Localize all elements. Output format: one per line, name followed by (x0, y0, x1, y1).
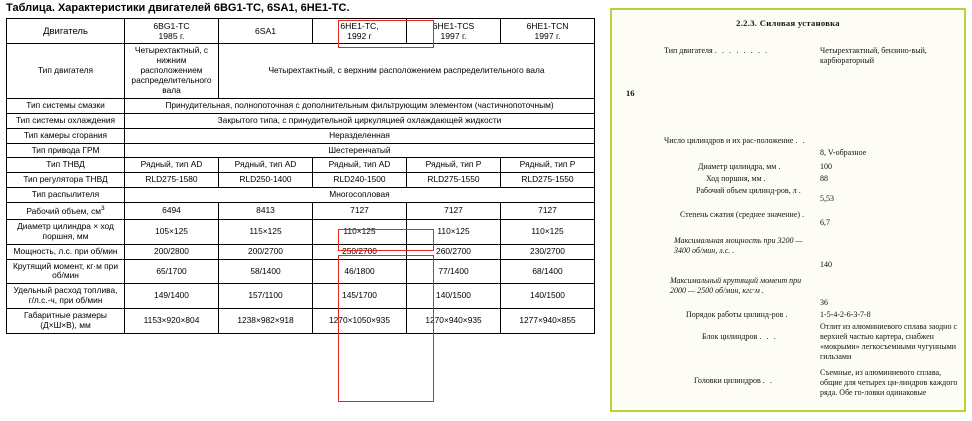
row-0-cell-1: Четырехтактный, с верхним расположением распределительного вала (219, 44, 595, 99)
table-row (7, 259, 595, 284)
table-row (7, 113, 595, 128)
table-row (7, 219, 595, 244)
row-9-cell-4: 110×125 (501, 219, 595, 244)
row-13-cell-3: 1270×940×935 (407, 309, 501, 334)
scan-entry-8-label: Порядок работы цилинд-ров . (686, 310, 790, 319)
column-header-0-name: 6BG1-TC (153, 21, 190, 31)
row-label-13: Габаритные размеры (Д×Ш×В), мм (7, 309, 125, 334)
row-label-2: Тип системы охлаждения (7, 113, 125, 128)
column-header-2 (313, 19, 407, 44)
scan-entry-1-label: Число цилиндров и их рас-положение . . (664, 136, 807, 145)
leader-dots: . . (762, 376, 774, 385)
scan-entry-4-value: 5,53 (820, 194, 834, 203)
row-11-cell-0: 65/1700 (125, 259, 219, 284)
row-label-6: Тип регулятора ТНВД (7, 173, 125, 188)
table-title: Таблица. Характеристики двигателей 6BG1-TC, 6SA1, 6HE1-TC. (6, 2, 350, 14)
row-8-cell-1: 8413 (219, 203, 313, 220)
scan-entry-2-value: 100 (820, 162, 832, 171)
row-9-cell-2: 110×125 (313, 219, 407, 244)
scan-entry-4-label: Рабочий объем цилинд-ров, л . (696, 186, 803, 195)
row-9-cell-3: 110×125 (407, 219, 501, 244)
scan-entry-3-label: Ход поршня, мм . (706, 174, 768, 183)
scan-entry-9-value: Отлит из алюминиевого сплава заодно с верхней частью картера, снабжен «мокрыми» легкосъемными чугунными гильзами (820, 322, 958, 361)
row-13-cell-2: 1270×1050×935 (313, 309, 407, 334)
table-row (7, 128, 595, 143)
table-row (7, 143, 595, 158)
engine-spec-table (6, 18, 595, 334)
scan-entry-5-value: 6,7 (820, 218, 830, 227)
row-3-cell-0: Неразделенная (125, 128, 595, 143)
column-header-4-name: 6HE1-TCN (526, 21, 569, 31)
column-header-0-year: 1985 г. (158, 31, 185, 42)
row-12-cell-1: 157/1100 (219, 284, 313, 309)
table-header-row (7, 19, 595, 44)
leader-dots: . (763, 174, 768, 183)
row-label-7: Тип распылителя (7, 188, 125, 203)
leader-dots: . (761, 286, 766, 295)
table-row (7, 173, 595, 188)
leader-dots: . . . . . . . . (714, 46, 769, 55)
row-10-cell-4: 230/2700 (501, 244, 595, 259)
leader-dots: . (802, 210, 806, 219)
row-12-cell-4: 140/1500 (501, 284, 595, 309)
table-row (7, 158, 595, 173)
column-header-0 (125, 19, 219, 44)
table-row (7, 203, 595, 220)
row-10-cell-0: 200/2800 (125, 244, 219, 259)
row-5-cell-1: Рядный, тип AD (219, 158, 313, 173)
column-header-4-year: 1997 г. (534, 31, 561, 42)
table-row-header-label: Двигатель (7, 19, 125, 44)
scan-entry-2-label: Диаметр цилиндра, мм . (698, 162, 782, 171)
row-label-5: Тип ТНВД (7, 158, 125, 173)
row-label-1: Тип системы смазки (7, 98, 125, 113)
row-11-cell-2: 46/1800 (313, 259, 407, 284)
row-5-cell-3: Рядный, тип P (407, 158, 501, 173)
table-row (7, 244, 595, 259)
scan-entry-8-value: 1-5-4-2-6-3-7-8 (820, 310, 871, 319)
row-8-cell-3: 7127 (407, 203, 501, 220)
row-6-cell-3: RLD275-1550 (407, 173, 501, 188)
row-9-cell-1: 115×125 (219, 219, 313, 244)
table-row (7, 309, 595, 334)
row-12-cell-2: 145/1700 (313, 284, 407, 309)
row-label-8: Рабочий объем, $см^3$ (7, 203, 125, 220)
column-header-1-name: 6SA1 (254, 26, 277, 37)
leader-dots: . (785, 310, 790, 319)
row-label-0: Тип двигателя (7, 44, 125, 99)
column-header-2-year: 1992 г (347, 31, 372, 42)
leader-dots: . (778, 162, 782, 171)
row-2-cell-0: Закрытого типа, с принудительной циркуляцией охлаждающей жидкости (125, 113, 595, 128)
column-header-3 (407, 19, 501, 44)
table-row (7, 188, 595, 203)
row-label-9: Диаметр цилиндра × ход поршня, мм (7, 219, 125, 244)
scan-entry-7-value: 36 (820, 298, 828, 307)
scan-entry-9-label: Блок цилиндров . . . (702, 332, 778, 341)
row-11-cell-3: 77/1400 (407, 259, 501, 284)
row-label-11: Крутящий момент, кг·м при об/мин (7, 259, 125, 284)
row-5-cell-2: Рядный, тип AD (313, 158, 407, 173)
row-12-cell-0: 149/1400 (125, 284, 219, 309)
column-header-3-name: 6HE1-TCS (432, 21, 475, 31)
row-8-cell-2: 7127 (313, 203, 407, 220)
row-label-10: Мощность, л.с. при об/мин (7, 244, 125, 259)
row-8-cell-4: 7127 (501, 203, 595, 220)
table-row (7, 284, 595, 309)
row-6-cell-2: RLD240-1500 (313, 173, 407, 188)
row-6-cell-0: RLD275-1580 (125, 173, 219, 188)
row-9-cell-0: 105×125 (125, 219, 219, 244)
scan-entry-7-label: Максимальный крутящий момент при 2000 — 2500 об/мин, кгс·м . (670, 276, 802, 295)
scan-entry-5-label: Степень сжатия (среднее значение) . (680, 210, 806, 219)
row-7-cell-0: Многосопловая (125, 188, 595, 203)
scan-entry-3-value: 88 (820, 174, 828, 183)
row-4-cell-0: Шестеренчатый (125, 143, 595, 158)
column-header-2-name: 6HE1-TC, (340, 21, 379, 31)
row-12-cell-3: 140/1500 (407, 284, 501, 309)
row-1-cell-0: Принудительная, полнопоточная с дополнительным фильтрующим элементом (частичнопоточным) (125, 98, 595, 113)
scan-entry-1-value: 8, V-образное (820, 148, 867, 157)
table-row (7, 44, 595, 99)
row-5-cell-0: Рядный, тип AD (125, 158, 219, 173)
scan-entry-6-value: 140 (820, 260, 832, 269)
row-label-4: Тип привода ГРМ (7, 143, 125, 158)
row-8-cell-0: 6494 (125, 203, 219, 220)
row-label-12: Удельный расход топлива, г/л.с.-ч, при об/мин (7, 284, 125, 309)
row-11-cell-1: 58/1400 (219, 259, 313, 284)
row-11-cell-4: 68/1400 (501, 259, 595, 284)
row-5-cell-4: Рядный, тип P (501, 158, 595, 173)
row-13-cell-0: 1153×920×804 (125, 309, 219, 334)
row-10-cell-1: 200/2700 (219, 244, 313, 259)
leader-dots: . (732, 246, 736, 255)
scan-entry-6-label: Максимальная мощность при 3200 — 3400 об/мин, л.с. . (674, 236, 803, 255)
row-6-cell-4: RLD275-1550 (501, 173, 595, 188)
row-label-3: Тип камеры сгорания (7, 128, 125, 143)
leader-dots: . . (795, 136, 807, 145)
row-10-cell-3: 260/2700 (407, 244, 501, 259)
table-row (7, 98, 595, 113)
leader-dots: . . . (759, 332, 778, 341)
scan-page-number: 16 (626, 88, 635, 98)
row-13-cell-4: 1277×940×855 (501, 309, 595, 334)
scanned-page-panel (610, 8, 966, 412)
scan-entry-0-label: Тип двигателя . . . . . . . . (664, 46, 769, 55)
row-13-cell-1: 1238×982×918 (219, 309, 313, 334)
scan-entry-10-label: Головки цилиндров . . (694, 376, 774, 385)
column-header-1 (219, 19, 313, 44)
column-header-4 (501, 19, 595, 44)
row-6-cell-1: RLD250-1400 (219, 173, 313, 188)
column-header-3-year: 1997 г. (440, 31, 467, 42)
scan-entry-10-value: Съемные, из алюминиевого сплава, общие для четырех ци-линдров каждого ряда. Обе го-ловки одинаковые (820, 368, 958, 397)
scan-entry-0-value: Четырехтактный, бензино-вый, карбюраторный (820, 46, 927, 65)
row-10-cell-2: 250/2700 (313, 244, 407, 259)
leader-dots: . (798, 186, 803, 195)
scan-section-title: 2.2.3. Силовая установка (736, 18, 840, 28)
row-0-cell-0: Четырехтактный, с нижним расположением распределительного вала (125, 44, 219, 99)
